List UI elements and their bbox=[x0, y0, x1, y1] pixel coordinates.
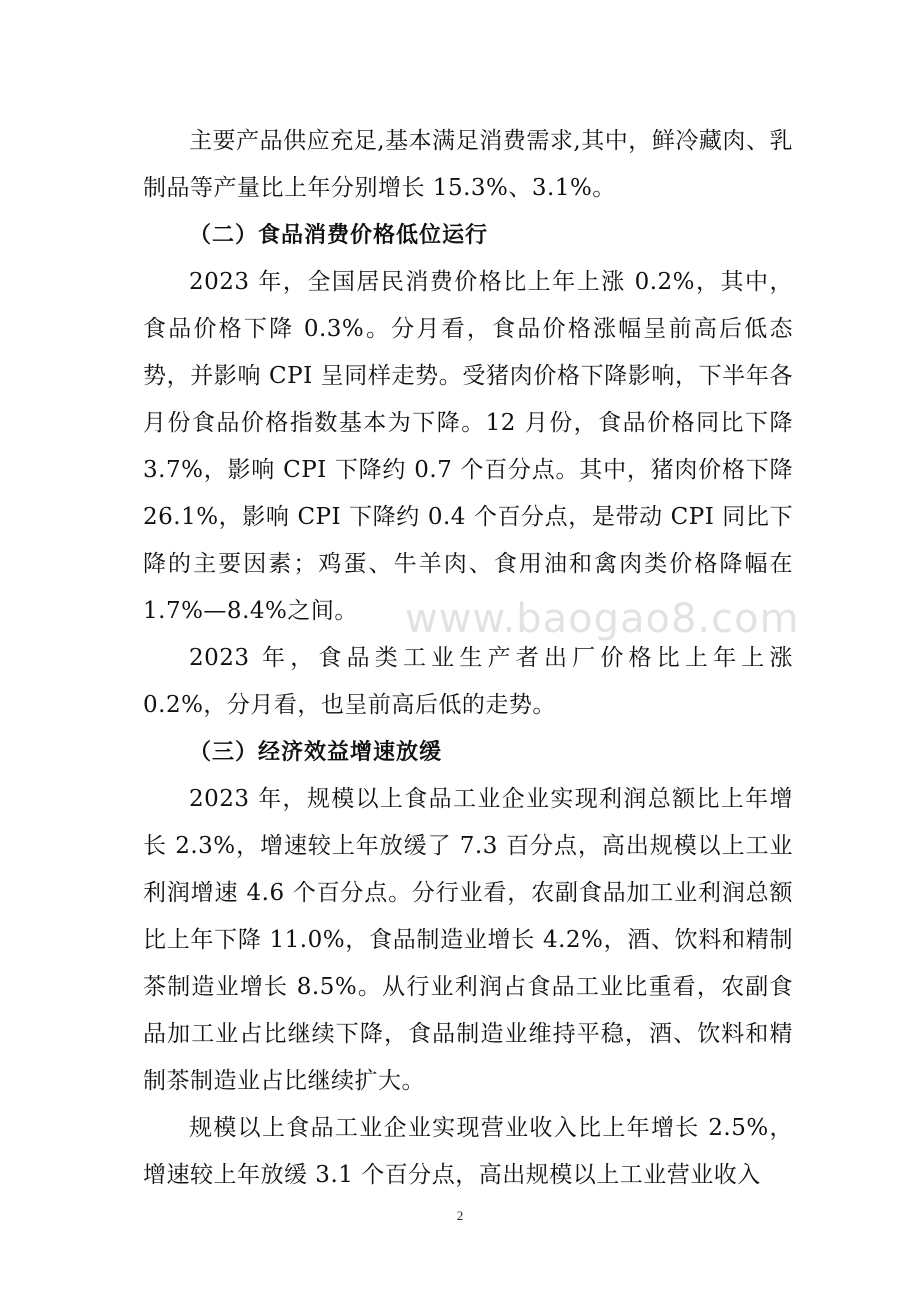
section-heading-food-price: （二）食品消费价格低位运行 bbox=[189, 222, 489, 248]
paragraph-cpi: 2023 年，全国居民消费价格比上年上涨 0.2%，其中，食品价格下降 0.3%。分月看，食品价格涨幅呈前高后低态势，并影响 CPI 呈同样走势。受猪肉价格下降影响，下半年各月份食品价格指数基本为下降。12 月份，食品价格同比下降 3.7%，影响 CPI 下降约 0.7 个百分点。其中，猪肉价格下降 26.1%，影响 CPI 下降约 0.4 个百分点，是带动 CPI 同比下降的主要因素；鸡蛋、牛羊肉、食用油和禽肉类价格降幅在 1.7%—8.4%之间。 bbox=[143, 269, 793, 624]
document-body bbox=[143, 118, 793, 1199]
page-number: 2 bbox=[456, 1208, 464, 1223]
paragraph-revenue: 规模以上食品工业企业实现营业收入比上年增长 2.5%，增速较上年放缓 3.1 个百分点，高出规模以上工业营业收入 bbox=[143, 1115, 793, 1188]
watermark-text: www.baogao8.com bbox=[405, 596, 800, 642]
paragraph-supply: 主要产品供应充足,基本满足消费需求,其中，鲜冷藏肉、乳制品等产量比上年分别增长 15.3%、3.1%。 bbox=[143, 128, 793, 201]
section-heading-economic-benefit: （三）经济效益增速放缓 bbox=[189, 739, 443, 765]
paragraph-profit: 2023 年，规模以上食品工业企业实现利润总额比上年增长 2.3%，增速较上年放缓了 7.3 百分点，高出规模以上工业利润增速 4.6 个百分点。分行业看，农副食品加工业利润总额比上年下降 11.0%，食品制造业增长 4.2%，酒、饮料和精制茶制造业增长 8.5%。从行业利润占食品工业比重看，农副食品加工业占比继续下降，食品制造业维持平稳，酒、饮料和精制茶制造业占比继续扩大。 bbox=[143, 786, 793, 1094]
paragraph-ppi: 2023 年，食品类工业生产者出厂价格比上年上涨 0.2%，分月看，也呈前高后低的走势。 bbox=[143, 645, 793, 718]
